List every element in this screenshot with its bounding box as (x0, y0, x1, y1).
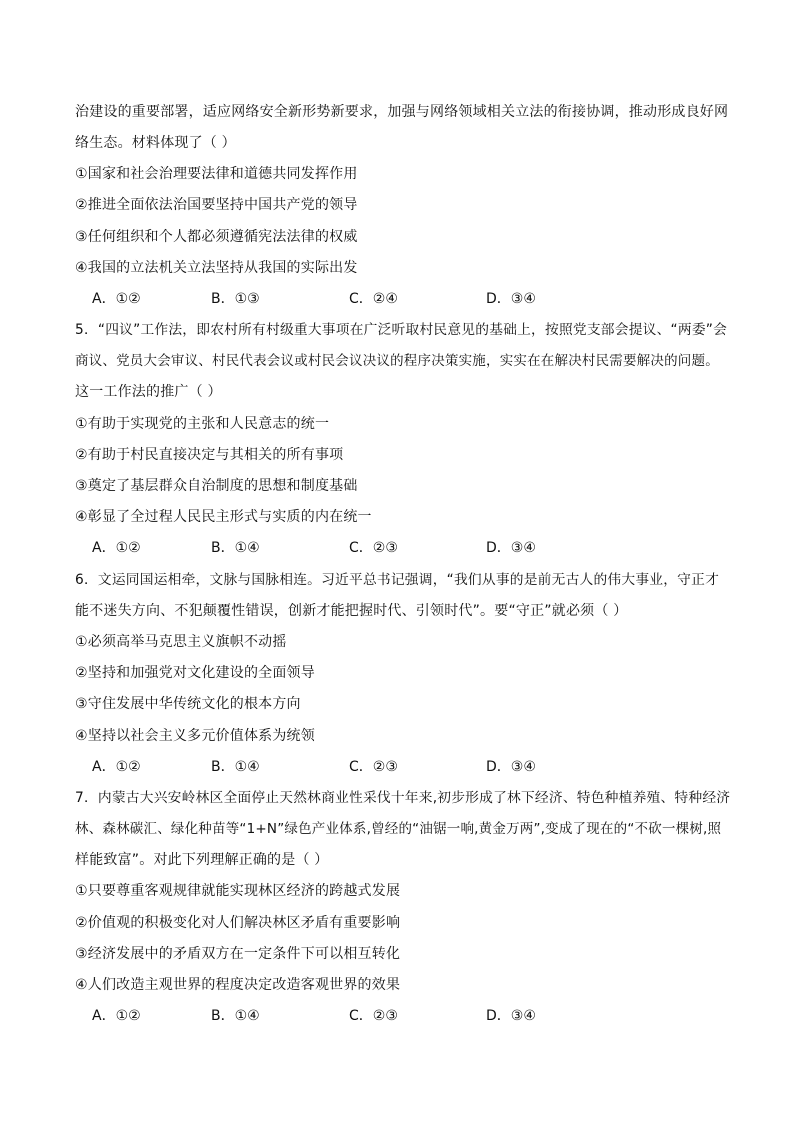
q6-option-d[interactable]: D．③④ (486, 759, 536, 775)
q4-item-2: ②推进全面依法治国要坚持中国共产党的领导 (75, 197, 358, 213)
q7-stem-line-3: 样能致富”。对此下列理解正确的是（ ） (75, 852, 329, 868)
q4-item-3: ③任何组织和个人都必须遵循宪法法律的权威 (75, 229, 358, 245)
q7-stem-line-1: 7．内蒙古大兴安岭林区全面停止天然林商业性采伐十年来,初步形成了林下经济、特色种植养殖、特种经济 (75, 790, 731, 806)
q7-option-a[interactable]: A．①② (92, 1008, 141, 1024)
q5-stem-line-1: 5．“四议”工作法，即农村所有村级重大事项在广泛听取村民意见的基础上，按照党支部会提议、“两委”会 (75, 322, 728, 338)
q6-option-a[interactable]: A．①② (92, 759, 141, 775)
q7-item-1: ①只要尊重客观规律就能实现林区经济的跨越式发展 (75, 883, 401, 899)
q7-item-2: ②价值观的积极变化对人们解决林区矛盾有重要影响 (75, 915, 401, 931)
q4-option-a[interactable]: A．①② (92, 291, 141, 307)
q4-item-4: ④我国的立法机关立法坚持从我国的实际出发 (75, 260, 358, 276)
q7-option-d[interactable]: D．③④ (486, 1008, 536, 1024)
q4-option-c[interactable]: C．②④ (349, 291, 398, 307)
q6-option-c[interactable]: C．②③ (349, 759, 398, 775)
q6-item-2: ②坚持和加强党对文化建设的全面领导 (75, 665, 315, 681)
q5-option-b[interactable]: B．①④ (211, 540, 260, 556)
q4-item-1: ①国家和社会治理要法律和道德共同发挥作用 (75, 166, 358, 182)
q7-stem-line-2: 林、森林碳汇、绿化种苗等“1+N”绿色产业体系,曾经的“油锯一响,黄金万两”,变成了现在的“不砍一棵树,照 (75, 821, 722, 837)
q6-option-b[interactable]: B．①④ (211, 759, 260, 775)
q6-stem-line-2: 能不迷失方向、不犯颠覆性错误，创新才能把握时代、引领时代”。要“守正”就必须（ ） (75, 603, 628, 619)
q5-item-2: ②有助于村民直接决定与其相关的所有事项 (75, 447, 344, 463)
q4-option-b[interactable]: B．①③ (211, 291, 260, 307)
q4-option-d[interactable]: D．③④ (486, 291, 536, 307)
q7-item-3: ③经济发展中的矛盾双方在一定条件下可以相互转化 (75, 946, 401, 962)
q4-stem-line-2: 络生态。材料体现了（ ） (75, 135, 236, 151)
q6-item-1: ①必须高举马克思主义旗帜不动摇 (75, 634, 287, 650)
q7-item-4: ④人们改造主观世界的程度决定改造客观世界的效果 (75, 977, 401, 993)
q7-option-b[interactable]: B．①④ (211, 1008, 260, 1024)
q6-item-4: ④坚持以社会主义多元价值体系为统领 (75, 728, 315, 744)
q7-option-c[interactable]: C．②③ (349, 1008, 398, 1024)
q6-stem-line-1: 6．文运同国运相牵，文脉与国脉相连。习近平总书记强调，“我们从事的是前无古人的伟大事业，守正才 (75, 572, 720, 588)
q5-stem-line-2: 商议、党员大会审议、村民代表会议或村民会议决议的程序决策实施，实实在在解决村民需要解决的问题。 (75, 353, 719, 369)
q5-item-1: ①有助于实现党的主张和人民意志的统一 (75, 416, 330, 432)
q5-option-c[interactable]: C．②③ (349, 540, 398, 556)
q5-stem-line-3: 这一工作法的推广（ ） (75, 384, 222, 400)
q6-item-3: ③守住发展中华传统文化的根本方向 (75, 696, 301, 712)
q5-option-d[interactable]: D．③④ (486, 540, 536, 556)
q5-option-a[interactable]: A．①② (92, 540, 141, 556)
q5-item-4: ④彰显了全过程人民民主形式与实质的内在统一 (75, 509, 372, 525)
q4-stem-line-1: 治建设的重要部署，适应网络安全新形势新要求，加强与网络领域相关立法的衔接协调，推动形成良好网 (75, 104, 729, 120)
q5-item-3: ③奠定了基层群众自治制度的思想和制度基础 (75, 478, 358, 494)
